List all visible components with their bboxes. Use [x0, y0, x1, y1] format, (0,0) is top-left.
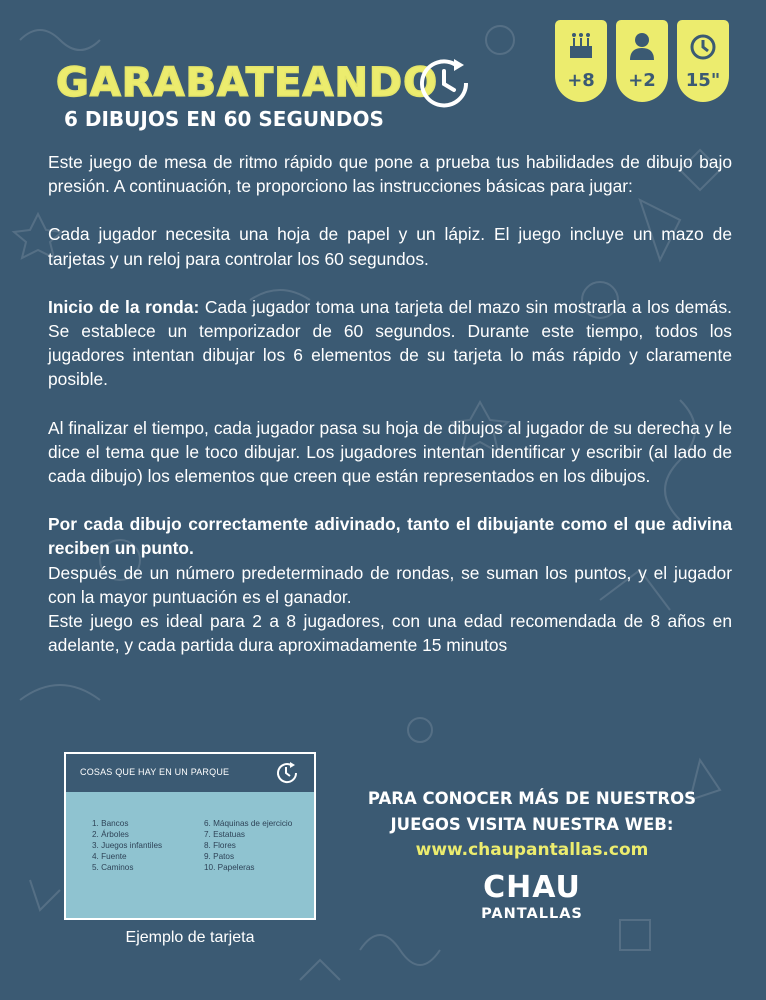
duration-badge — [677, 20, 729, 102]
brand-logo-bottom: PANTALLAS — [481, 906, 583, 922]
clock-arrow-icon — [416, 55, 482, 111]
card-item: 1. Bancos — [92, 819, 129, 828]
card-title: COSAS QUE HAY EN UN PARQUE — [80, 767, 230, 777]
card-list-left — [92, 818, 162, 873]
materials-paragraph: Cada jugador necesita una hoja de papel y un lápiz. El juego incluye un mazo de tarjetas y un reloj para controlar los 60 segundos. — [48, 224, 732, 269]
example-card — [64, 752, 316, 920]
card-item: 4. Fuente — [92, 852, 127, 861]
round-text: Cada jugador toma una tarjeta del mazo sin mostrarla a los demás. Se establece un temporizador de 60 segundos. Durante este tiempo, todos los jugadores intentan dibujar los 6 elementos de su tarjeta lo más rápido y claramente posible. — [48, 296, 733, 390]
card-item: 3. Juegos infantiles — [92, 841, 163, 850]
age-badge-label: +8 — [567, 70, 595, 91]
card-item: 2. Árboles — [92, 830, 129, 839]
brand-logo-top: CHAU — [483, 870, 581, 905]
round-label: Inicio de la ronda: — [48, 296, 200, 317]
card-item: 5. Caminos — [92, 863, 134, 872]
card-item: 6. Máquinas de ejercicio — [204, 819, 293, 828]
birthday-cake-icon — [567, 32, 595, 62]
players-badge — [616, 20, 668, 102]
scoring-paragraph — [48, 512, 732, 560]
intro-paragraph: Este juego de mesa de ritmo rápido que pone a prueba tus habilidades de dibujo bajo presión. A continuación, te proporciono las instrucciones básicas para jugar: — [48, 152, 732, 197]
card-item: 7. Estatuas — [204, 830, 245, 839]
duration-badge-label: 15" — [685, 70, 721, 91]
card-list-right — [204, 818, 292, 873]
cta-line-1: PARA CONOCER MÁS DE NUESTROS — [367, 789, 697, 808]
card-header — [66, 754, 314, 792]
card-caption: Ejemplo de tarjeta — [125, 929, 255, 946]
website-link[interactable]: www.chaupantallas.com — [415, 840, 649, 860]
game-title: GARABATEANDO — [56, 60, 439, 106]
after-time-paragraph: Al finalizar el tiempo, cada jugador pasa su hoja de dibujos al jugador de su derecha y le dice el tema que le toco dibujar. Los jugadores intentan identificar y escribir (al lado de cada dibujo) los elementos que creen que están representados en los dibujos. — [48, 417, 732, 487]
cta-line-2: JUEGOS VISITA NUESTRA WEB: — [390, 815, 674, 834]
clock-arrow-icon — [274, 761, 300, 785]
age-badge — [555, 20, 607, 102]
card-item: 9. Patos — [204, 852, 235, 861]
card-item: 8. Flores — [204, 841, 236, 850]
card-item: 10. Papeleras — [204, 863, 255, 872]
cta-text — [336, 786, 728, 838]
ideal-paragraph: Este juego es ideal para 2 a 8 jugadores, con una edad recomendada de 8 años en adelante, y cada partida dura aproximadamente 15 minutos — [48, 611, 732, 656]
game-subtitle: 6 DIBUJOS EN 60 SEGUNDOS — [64, 107, 384, 131]
clock-icon — [689, 32, 717, 62]
players-badge-label: +2 — [628, 70, 656, 91]
winner-paragraph: Después de un número predeterminado de rondas, se suman los puntos, y el jugador con la mayor puntuación es el ganador. — [48, 562, 732, 607]
instructions — [48, 150, 732, 657]
round-paragraph — [48, 295, 732, 392]
scoring-text: Por cada dibujo correctamente adivinado, tanto el dibujante como el que adivina reciben un punto. — [48, 514, 732, 559]
person-icon — [628, 32, 656, 62]
